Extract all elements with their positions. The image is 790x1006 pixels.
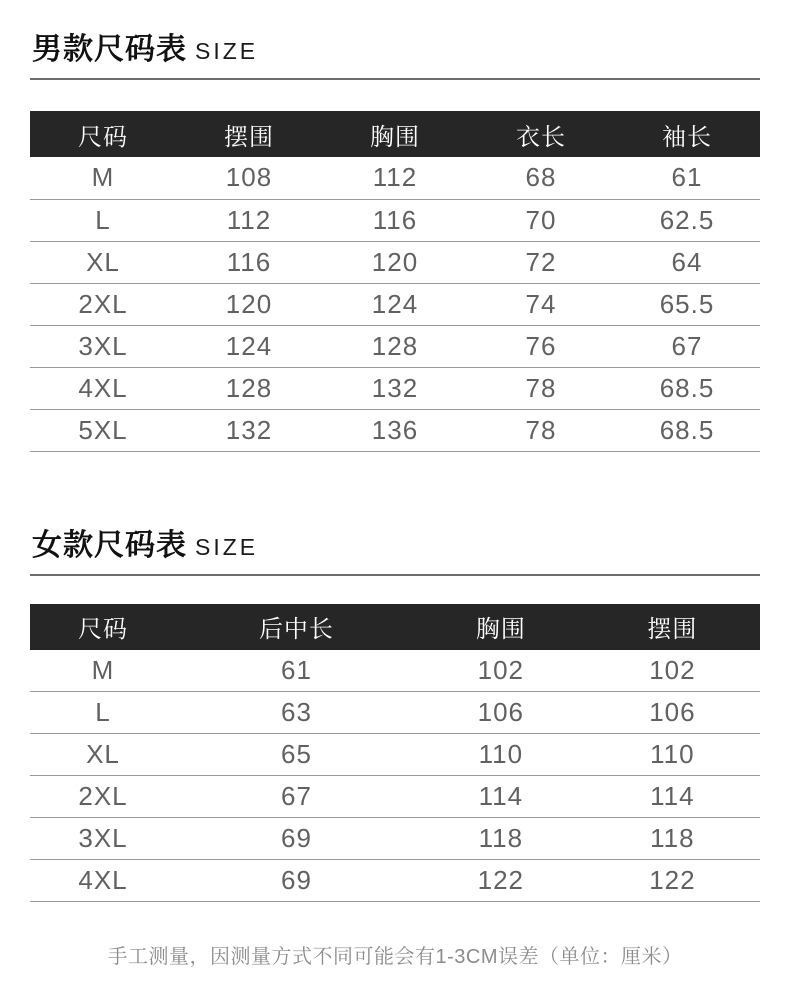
measurement-cell: 69 (176, 818, 417, 860)
table-row (30, 734, 760, 776)
men-section-title-row (30, 30, 760, 70)
table-row (30, 199, 760, 241)
measurement-cell: 132 (322, 367, 468, 409)
measurement-cell: 68.5 (614, 367, 760, 409)
size-cell: 2XL (30, 776, 176, 818)
measurement-cell: 122 (585, 860, 760, 902)
measurement-cell: 102 (585, 650, 760, 692)
size-cell: L (30, 199, 176, 241)
measurement-cell: 65 (176, 734, 417, 776)
size-cell: 3XL (30, 818, 176, 860)
men-section-title: 男款尺码表 (32, 33, 187, 66)
size-cell: 2XL (30, 283, 176, 325)
measurement-cell: 76 (468, 325, 614, 367)
men-title-divider (30, 78, 760, 80)
size-cell: XL (30, 734, 176, 776)
measurement-cell: 102 (417, 650, 585, 692)
measurement-cell: 106 (585, 692, 760, 734)
women-section-title-row (30, 526, 760, 566)
measurement-cell: 63 (176, 692, 417, 734)
table-row (30, 776, 760, 818)
column-header: 后中长 (176, 604, 417, 650)
measurement-cell: 67 (614, 325, 760, 367)
table-row (30, 860, 760, 902)
table-row (30, 409, 760, 451)
column-header: 摆围 (585, 604, 760, 650)
measurement-cell: 120 (322, 241, 468, 283)
women-section-title: 女款尺码表 (32, 528, 187, 562)
men-size-section (30, 30, 760, 452)
size-cell: M (30, 650, 176, 692)
measurement-cell: 128 (322, 325, 468, 367)
measurement-cell: 112 (322, 157, 468, 199)
women-section-title-suffix: SIZE (195, 533, 259, 560)
table-row (30, 818, 760, 860)
measurement-cell: 64 (614, 241, 760, 283)
measurement-cell: 118 (417, 818, 585, 860)
measurement-cell: 118 (585, 818, 760, 860)
measurement-cell: 128 (176, 367, 322, 409)
size-cell: M (30, 157, 176, 199)
table-row (30, 692, 760, 734)
measurement-cell: 106 (417, 692, 585, 734)
column-header: 胸围 (417, 604, 585, 650)
women-title-divider (30, 574, 760, 576)
men-size-table (30, 111, 760, 452)
header-row (30, 604, 760, 650)
measurement-cell: 62.5 (614, 199, 760, 241)
measurement-cell: 70 (468, 199, 614, 241)
measurement-cell: 120 (176, 283, 322, 325)
measurement-cell: 65.5 (614, 283, 760, 325)
table-row (30, 157, 760, 199)
column-header: 衣长 (468, 111, 614, 157)
measurement-cell: 74 (468, 283, 614, 325)
size-cell: L (30, 692, 176, 734)
table-row (30, 325, 760, 367)
measurement-cell: 132 (176, 409, 322, 451)
measurement-cell: 112 (176, 199, 322, 241)
measurement-cell: 124 (176, 325, 322, 367)
measurement-cell: 116 (176, 241, 322, 283)
column-header: 摆围 (176, 111, 322, 157)
measurement-cell: 61 (614, 157, 760, 199)
measurement-cell: 110 (417, 734, 585, 776)
measurement-cell: 69 (176, 860, 417, 902)
measurement-cell: 108 (176, 157, 322, 199)
measurement-cell: 116 (322, 199, 468, 241)
size-cell: XL (30, 241, 176, 283)
size-cell: 4XL (30, 367, 176, 409)
measurement-cell: 114 (417, 776, 585, 818)
men-section-title-suffix: SIZE (195, 38, 259, 64)
measurement-note: 手工测量，因测量方式不同可能会有1-3CM误差（单位：厘米） (107, 946, 683, 968)
measurement-cell: 61 (176, 650, 417, 692)
women-size-table (30, 604, 760, 903)
measurement-cell: 68.5 (614, 409, 760, 451)
table-row (30, 241, 760, 283)
measurement-cell: 78 (468, 367, 614, 409)
table-row (30, 367, 760, 409)
table-row (30, 650, 760, 692)
size-cell: 3XL (30, 325, 176, 367)
column-header: 尺码 (30, 111, 176, 157)
size-cell: 4XL (30, 860, 176, 902)
measurement-cell: 114 (585, 776, 760, 818)
column-header: 尺码 (30, 604, 176, 650)
measurement-cell: 124 (322, 283, 468, 325)
size-cell: 5XL (30, 409, 176, 451)
measurement-cell: 110 (585, 734, 760, 776)
measurement-cell: 67 (176, 776, 417, 818)
women-size-section (30, 526, 760, 903)
measurement-cell: 136 (322, 409, 468, 451)
table-row (30, 283, 760, 325)
measurement-cell: 68 (468, 157, 614, 199)
measurement-cell: 78 (468, 409, 614, 451)
measurement-cell: 122 (417, 860, 585, 902)
measurement-cell: 72 (468, 241, 614, 283)
header-row (30, 111, 760, 157)
column-header: 袖长 (614, 111, 760, 157)
column-header: 胸围 (322, 111, 468, 157)
